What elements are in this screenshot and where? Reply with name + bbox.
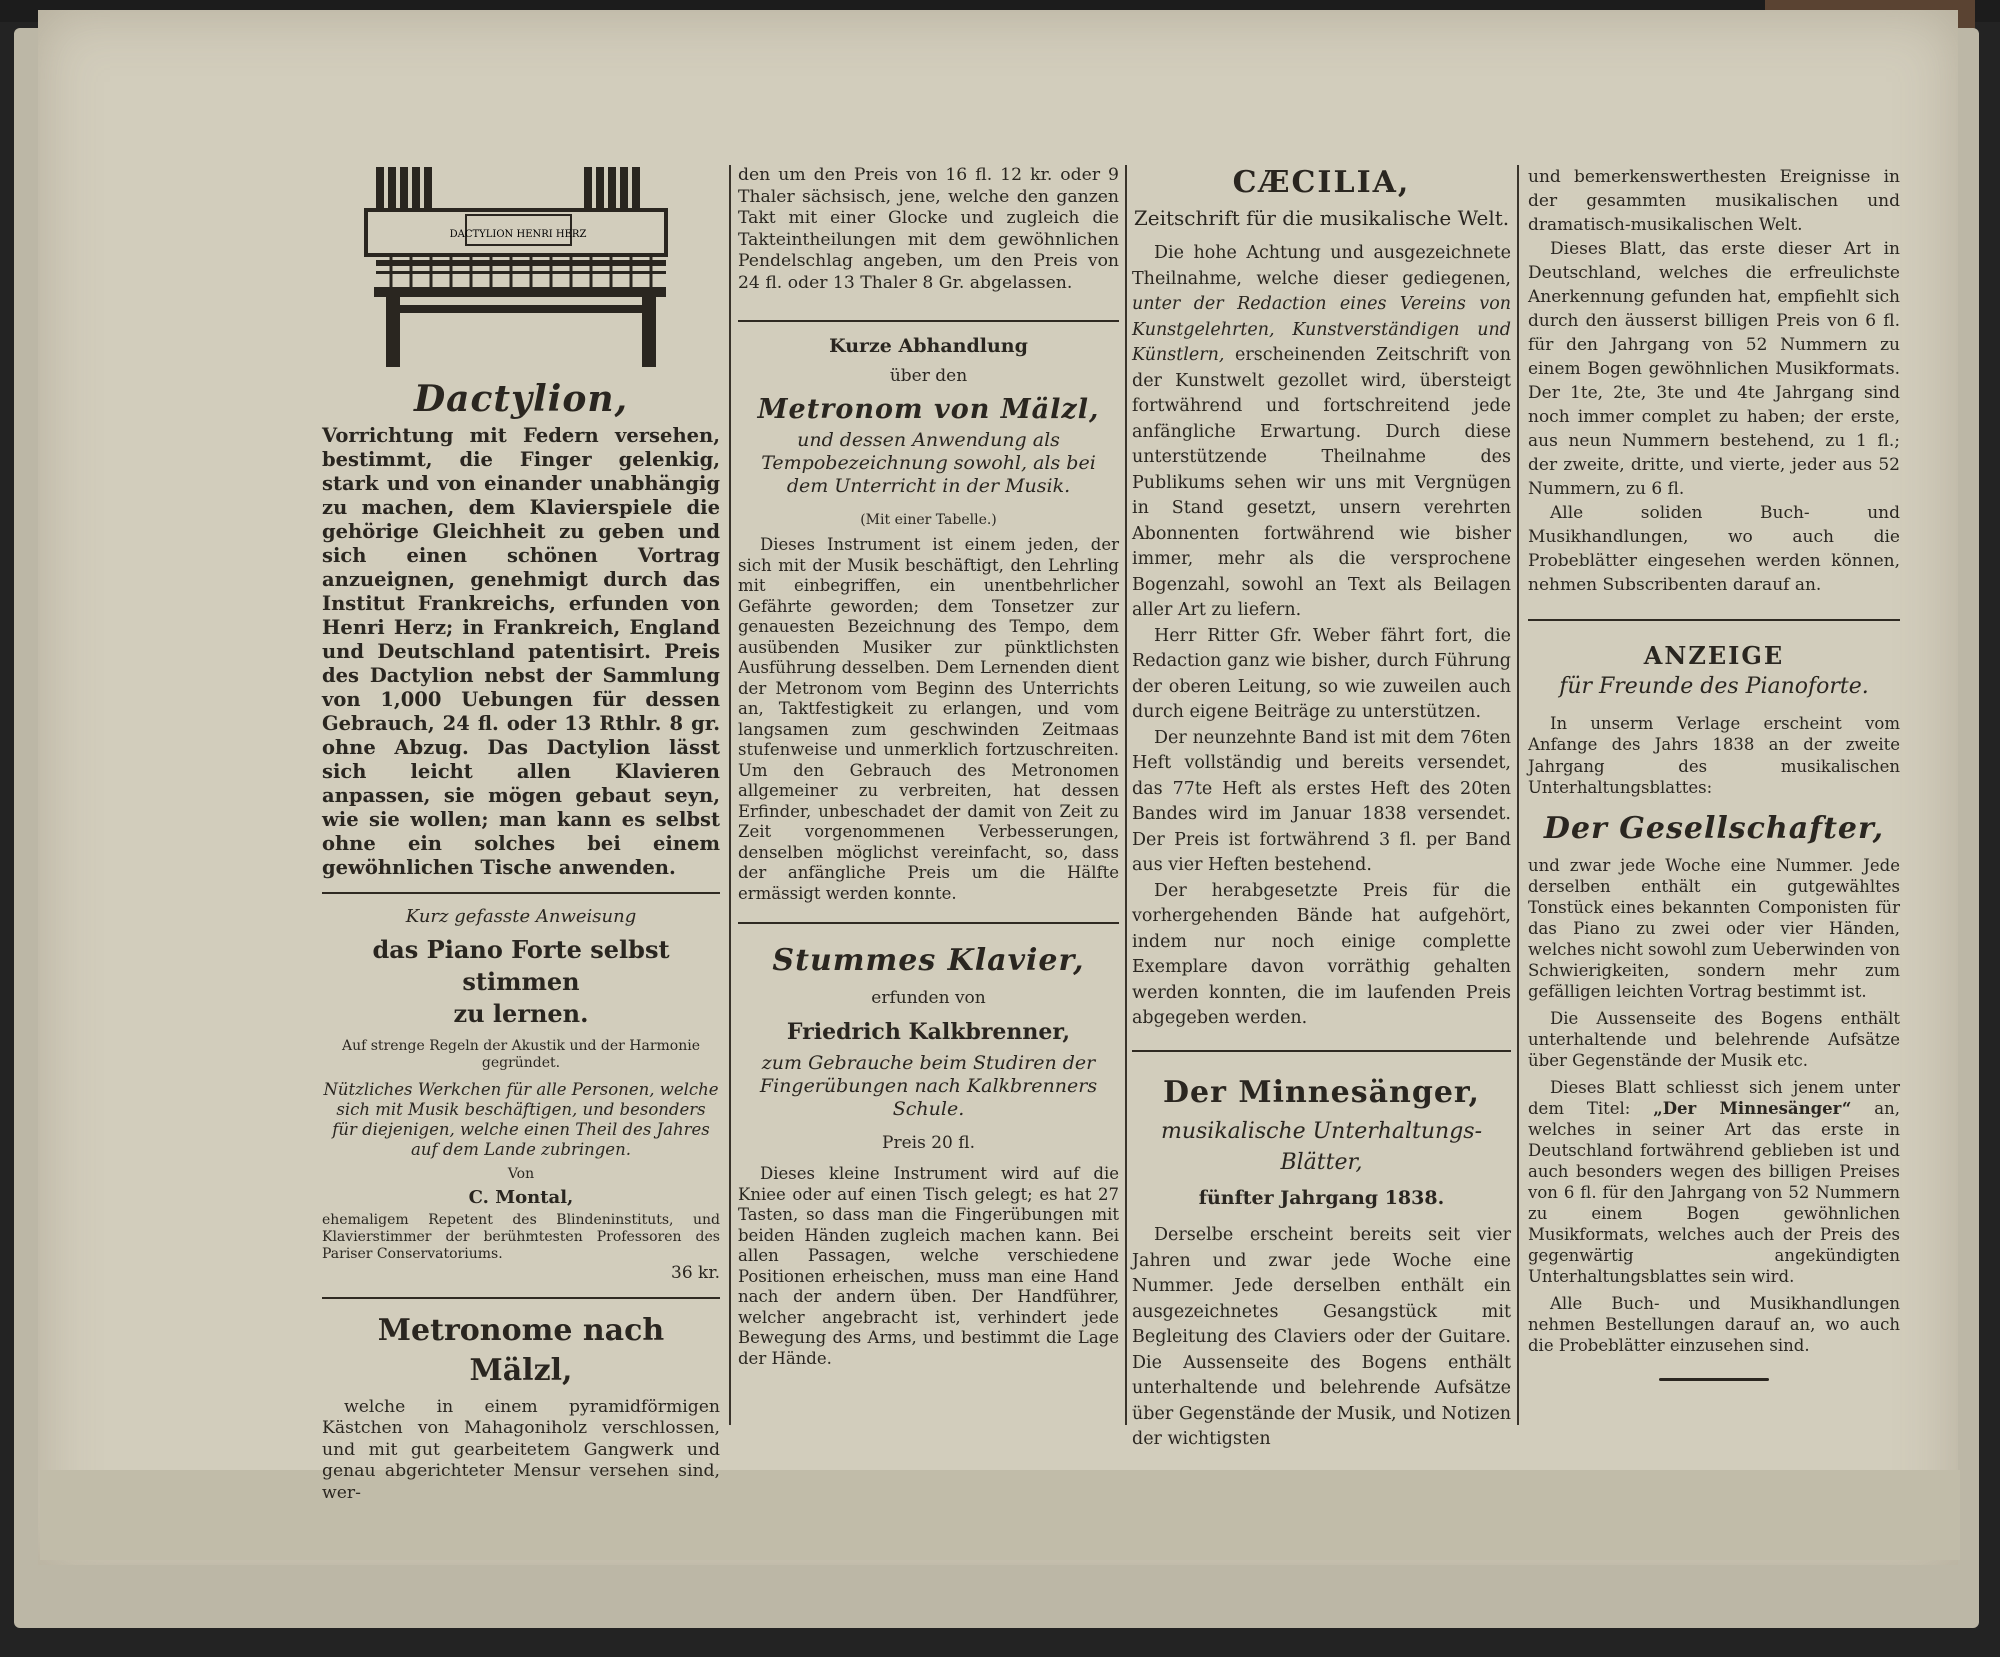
minnesaenger-subtitle: musikalische Unterhaltungs-Blätter, bbox=[1160, 1118, 1483, 1175]
klavier-author: Friedrich Kalkbrenner, bbox=[786, 1018, 1071, 1045]
dactylion-body: Vorrichtung mit Federn versehen, bestimmt, die Finger gelenkig, stark und von einander unabhängig zu machen, dem Klavierspiele die gehörige Gleichheit zu geben und sich einen schönen Vortrag anzueignen, genehmigt durch das Institut Frankreichs, erfunden von Henri Herz; in Frankreich, England und Deutschland patentisirt. Preis des Dactylion nebst der Sammlung von 1,000 Uebungen für dessen Gebrauch, 24 fl. oder 13 Rthlr. 8 gr. ohne Abzug. Das Dactylion lässt sich leicht allen Klavieren anpassen, sie mögen gebaut seyn, wie sie wollen; man kann es selbst ohne ein solches bei einem gewöhnlichen Tische anwenden. bbox=[322, 424, 720, 879]
anweisung-title-2: zu lernen. bbox=[453, 998, 589, 1028]
caecilia-p1b: unter der Redaction eines Vereins von Kunstgelehrten, Kunstverständigen und Künstlern, bbox=[1132, 294, 1511, 365]
abhandlung-ueber: über den bbox=[889, 365, 968, 386]
anzeige-title: ANZEIGE bbox=[1643, 641, 1785, 670]
minnesaenger-subscribe: Alle soliden Buch- und Musikhandlungen, wo auch die Probeblätter eingesehen werden können, nehmen Subscribenten darauf an. bbox=[1528, 503, 1900, 595]
anweisung-author-info: ehemaligem Repetent des Blindeninstituts, und Klavierstimmer der berühmtesten Professoren des Pariser Conservatoriums. bbox=[322, 1212, 720, 1262]
anweisung-title: das Piano Forte selbst stimmen bbox=[372, 934, 670, 996]
anzeige-p2: Die Aussenseite des Bogens enthält unterhaltende und belehrende Aufsätze über Gegenstände der Musik etc. bbox=[1528, 1008, 1900, 1070]
minnesaenger-price-text: Dieses Blatt, das erste dieser Art in Deutschland, welches die erfreulichste Anerkennung gefunden hat, empfiehlt sich durch den äusserst billigen Preis von 6 fl. für den Jahrgang von 52 Nummern zu einem Bogen gewöhnlichen Musikformats. Der 1te, 2te, 3te und 4te Jahrgang sind noch immer complet zu haben; der erste, aus neun Nummern bestehend, zu 1 fl.; der zweite, dritte, und vierte, jeder aus 52 Nummern, zu 6 fl. bbox=[1528, 239, 1900, 499]
column-4 bbox=[1528, 165, 1900, 1381]
anzeige-p3a: Dieses Blatt schliesst sich jenem unter dem Titel: bbox=[1528, 1077, 1900, 1118]
minnesaenger-continuation: und bemerkenswerthesten Ereignisse in der gesammten musikalischen und dramatisch-musikalischen Welt. bbox=[1528, 167, 1900, 235]
anweisung-description: Nützliches Werkchen für alle Personen, welche sich mit Musik beschäftigen, und besonders für diejenigen, welche einen Theil des Jahres auf dem Lande zubringen. bbox=[323, 1079, 719, 1159]
minnesaenger-body: Derselbe erscheint bereits seit vier Jahren und zwar jede Woche eine Nummer. Jede derselben enthält ein ausgezeichnetes Gesangstück mit Begleitung des Claviers oder der Guitare. Die Aussenseite des Bogens enthält unterhaltende und belehrende Aufsätze über Gegenstände der Musik, und Notizen der wichtigsten bbox=[1132, 1225, 1511, 1449]
abhandlung-title: Metronom von Mälzl, bbox=[757, 394, 1100, 425]
gesellschafter-title: Der Gesellschafter, bbox=[1543, 810, 1885, 846]
dactylion-label: DACTYLION HENRI HERZ bbox=[449, 229, 587, 240]
caecilia-p1a: Die hohe Achtung und ausgezeichnete Theilnahme, welche dieser gediegenen, bbox=[1132, 243, 1511, 289]
anweisung-heading: Kurz gefasste Anweisung bbox=[405, 906, 637, 927]
metronome-title: Metronome nach Mälzl, bbox=[377, 1312, 665, 1388]
column-rule bbox=[729, 165, 731, 1425]
column-2 bbox=[738, 165, 1119, 1369]
anzeige-p1: und zwar jede Woche eine Nummer. Jede derselben enthält ein gutgewähltes Tonstück eines bekannten Componisten für das Piano zu zwei oder vier Händen, welches nicht sowohl zum Ueberwinden von Schwierigkeiten, sondern mehr zum gefälligen leichten Vortrag bestimmt ist. bbox=[1528, 855, 1900, 1001]
anweisung-price: 36 kr. bbox=[671, 1263, 720, 1283]
abhandlung-heading: Kurze Abhandlung bbox=[829, 335, 1028, 357]
divider bbox=[1132, 1050, 1511, 1052]
metronome-continuation: den um den Preis von 16 fl. 12 kr. oder 9 Thaler sächsisch, jene, welche den ganzen Takt mit einer Glocke und zugleich die Takteintheilungen mit dem gewöhnlichen Pendelschlag angeben, um den Preis von 24 fl. oder 13 Thaler 8 Gr. abgelassen. bbox=[738, 165, 1119, 293]
column-rule bbox=[1125, 165, 1127, 1425]
minnesaenger-year: fünfter Jahrgang 1838. bbox=[1198, 1186, 1445, 1209]
anzeige-intro: In unserm Verlage erscheint vom Anfange des Jahrs 1838 an der zweite Jahrgang des musikalischen Unterhaltungsblattes: bbox=[1528, 713, 1900, 797]
abhandlung-body: Dieses Instrument ist einem jeden, der sich mit der Musik beschäftigt, den Lehrling mit einbegriffen, ein unentbehrlicher Gefährte geworden; dem Tonsetzer zur genauesten Bezeichnung des Tempo, dem ausübenden Musiker zur pünktlichsten Ausführung desselben. Dem Lernenden dient der Metronom vom Beginn des Unterrichts an, Taktfestigkeit zu erlangen, und vom langsamen zum geschwinden Zeitmaas stufenweise und unmerklich fortzuschreiten. Um den Gebrauch des Metronomen allgemeiner zu verbreiten, hat dessen Erfinder, unbeschadet der damit von Zeit zu Zeit vorgenommenen Verbesserungen, denselben möglichst vereinfacht, so, dass der anfängliche Preis um die Hälfte ermässigt werden konnte. bbox=[738, 535, 1119, 903]
divider bbox=[738, 320, 1119, 322]
divider bbox=[738, 922, 1119, 924]
column-3 bbox=[1132, 165, 1511, 1453]
abhandlung-subtitle: und dessen Anwendung als Tempobezeichnung sowohl, als bei dem Unterricht in der Musik. bbox=[761, 429, 1096, 497]
column-1 bbox=[322, 165, 720, 1504]
column-rule bbox=[1517, 165, 1519, 1425]
anweisung-author: C. Montal, bbox=[468, 1186, 574, 1208]
anzeige-subtitle: für Freunde des Pianoforte. bbox=[1559, 673, 1869, 699]
anzeige-p3-title: „Der Minnesänger“ bbox=[1653, 1098, 1852, 1118]
caecilia-title: CÆCILIA, bbox=[1232, 165, 1411, 200]
end-ornament bbox=[1659, 1378, 1769, 1381]
dactylion-title: Dactylion, bbox=[413, 378, 629, 420]
minnesaenger-title: Der Minnesänger, bbox=[1163, 1074, 1480, 1110]
caecilia-subtitle: Zeitschrift für die musikalische Welt. bbox=[1133, 206, 1510, 230]
dactylion-illustration bbox=[356, 165, 686, 370]
divider bbox=[322, 892, 720, 894]
anweisung-von: Von bbox=[507, 1165, 535, 1182]
klavier-body: Dieses kleine Instrument wird auf die Kniee oder auf einen Tisch gelegt; es hat 27 Tasten, so dass man die Fingerübungen mit beiden Händen zugleich machen kann. Bei allen Passagen, welche verschiedene Positionen erheischen, muss man eine Hand nach der andern üben. Der Handführer, welcher angebracht ist, verhindert jede Bewegung des Arms, und bestimmt die Lage der Hände. bbox=[738, 1164, 1119, 1368]
caecilia-p1c: erscheinenden Zeitschrift von der Kunstwelt gezollet wird, übersteigt fortwährend und fortschreitend jede anfängliche Erwartung. Durch diese unterstützende Theilnahme des Publikums sehen wir uns mit Vergnügen in Stand gesetzt, unsern verehrten Abonnenten fortwährend wie bisher immer, mehr als die versprochene Bogenzahl, sowohl an Text als Beilagen aller Art zu liefern. bbox=[1132, 345, 1511, 620]
klavier-erfunden: erfunden von bbox=[871, 988, 986, 1008]
abhandlung-note: (Mit einer Tabelle.) bbox=[860, 512, 997, 528]
metronome-body: welche in einem pyramidförmigen Kästchen von Mahagoniholz verschlossen, und mit gut gearbeitetem Gangwerk und genau abgerichteter Mensur versehen sind, wer- bbox=[322, 1396, 720, 1503]
caecilia-p4: Der herabgesetzte Preis für die vorhergehenden Bände hat aufgehört, indem nur noch einige complette Exemplare davon vorräthig gehalten werden konnten, die im laufenden Preis abgegeben werden. bbox=[1132, 880, 1511, 1028]
klavier-price: Preis 20 fl. bbox=[882, 1132, 975, 1153]
anweisung-basis: Auf strenge Regeln der Akustik und der Harmonie gegründet. bbox=[341, 1037, 701, 1071]
caecilia-p2: Herr Ritter Gfr. Weber fährt fort, die Redaction ganz wie bisher, durch Führung der oberen Leitung, so wie zuweilen auch durch eigene Beiträge zu unterstützen. bbox=[1132, 625, 1511, 722]
anzeige-p3b: an, welches in seiner Art das erste in Deutschland fortwährend geblieben ist und auch besonders wegen des billigen Preises von 6 fl. für den Jahrgang von 52 Nummern zu einem Bogen gewöhnlichen Musikformats, welches auch der Preis des gegenwärtig angekündigten Unterhaltungsblattes sein wird. bbox=[1528, 1098, 1901, 1286]
anzeige-p4: Alle Buch- und Musikhandlungen nehmen Bestellungen darauf an, wo auch die Probeblätter einzusehen sind. bbox=[1528, 1293, 1900, 1355]
divider bbox=[322, 1297, 720, 1299]
klavier-subtitle: zum Gebrauche beim Studiren der Fingerübungen nach Kalkbrenners Schule. bbox=[759, 1051, 1098, 1120]
divider bbox=[1528, 619, 1900, 621]
klavier-title: Stummes Klavier, bbox=[772, 943, 1085, 978]
caecilia-p3: Der neunzehnte Band ist mit dem 76ten Heft vollständig und bereits versendet, das 77te Heft als erstes Heft des 20ten Bandes wird im Januar 1838 versendet. Der Preis ist fortwährend 3 fl. per Band aus vier Heften bestehend. bbox=[1132, 727, 1511, 875]
